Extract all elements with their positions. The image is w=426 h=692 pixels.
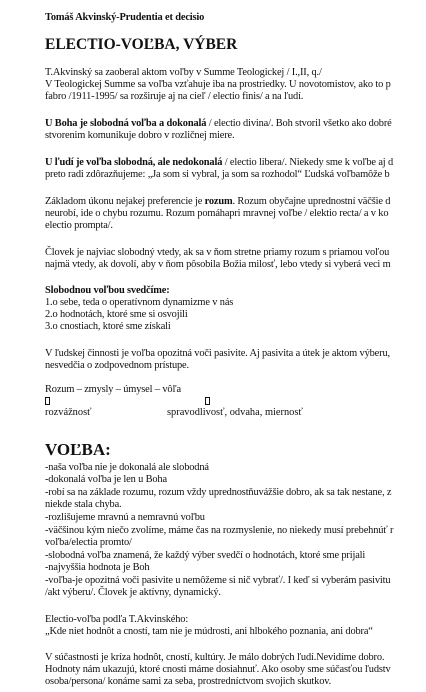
list-item: niekde stala chyba. xyxy=(45,499,122,510)
intro-line-1: T.Akvinský sa zaoberal aktom voľby v Summe Teologickej / I.,II, q./ xyxy=(45,67,322,78)
placeholder-glyph-icon xyxy=(205,397,210,405)
god-bold: U Boha je slobodná voľba a dokonalá xyxy=(45,118,207,129)
people-bold: U ľudí je voľba slobodná, ale nedokonalá xyxy=(45,157,223,168)
list-item: /akt výberu/. Človek je aktívny, dynamický. xyxy=(45,587,221,598)
quote-intro: Electio-voľba podľa T.Akvinského: xyxy=(45,614,189,625)
intro-line-2: V Teologickej Summe sa voľba vzťahuje iba na prostriedky. U novotomistov, ako to p xyxy=(45,79,391,90)
quote-text: „Kde niet hodnôt a cností, tam nie je múdrosti, ani hlbokého poznania, ani dobra“ xyxy=(45,626,373,637)
placeholder-glyph-icon xyxy=(45,397,50,405)
diagram-chain: Rozum – zmysly – úmysel – vôľa xyxy=(45,384,181,395)
freedom-line-2: najmä vtedy, ak dovolí, aby v ňom pôsobila Božia milosť, lebo vtedy si vyberá veci m xyxy=(45,259,391,270)
reason-bold: rozum xyxy=(204,196,233,207)
reason-line-1 xyxy=(45,196,390,208)
closing-line-2: Hodnoty nám ukazujú, ktoré cnosti máme dosiahnuť. Ako osoby sme súčasťou ľudstv xyxy=(45,664,391,675)
list-item: -robí sa na základe rozumu, rozum vždy uprednostňuvážšie dobro, ak sa tak nestane, z xyxy=(45,487,392,498)
closing-line-3: osoba/persona/ konáme sami za seba, prostredníctvom svojich skutkov. xyxy=(45,676,332,687)
intro-line-3: fabro /1911-1995/ sa rozširuje aj na cieľ / electio finis/ a na ľudí. xyxy=(45,91,304,102)
god-line-2: stvorenim komunikuje dobro v rozličnej miere. xyxy=(45,130,235,141)
people-line-2: preto radi zdôrazňujeme: „Ja som si vybral, ja som sa rozhodol“ Ľudská voľbamôže b xyxy=(45,169,390,180)
list-item: -voľba-je opozitná voči pasivite u nemôžeme si nič vybrať/. I keď si vyberám pasivitu xyxy=(45,575,391,586)
diagram-left-label: rozvážnosť xyxy=(45,407,92,418)
list-item: 2.o hodnotách, ktoré sme si osvojili xyxy=(45,309,188,320)
freedom-line-1: Človek je najviac slobodný vtedy, ak sa v ňom stretne priamy rozum s priamou voľou xyxy=(45,247,390,258)
list-item: -dokonalá voľba je len u Boha xyxy=(45,474,167,485)
list-item: -naša voľba nie je dokonalá ale slobodná xyxy=(45,462,209,473)
passivity-line-1: V ľudskej činnosti je voľba opozitná voči pasivite. Aj pasivita a útek je aktom výberu, xyxy=(45,348,390,359)
diagram-right-label: spravodlivosť, odvaha, miernosť xyxy=(167,407,303,418)
reason-prefix: Základom úkonu nejakej preferencie je xyxy=(45,196,205,207)
god-rest: / electio divina/. Boh stvoril všetko ako dobré xyxy=(206,118,392,129)
section-heading-volba: VOĽBA: xyxy=(45,440,111,459)
document-header: Tomáš Akvinský-Prudentia et decisio xyxy=(45,12,205,23)
passivity-line-2: nesvedčia o zodpovednom prístupe. xyxy=(45,360,189,371)
list-item: 3.o cnostiach, ktoré sme získali xyxy=(45,321,171,332)
list-item: 1.o sebe, teda o operatívnom dynamizme v nás xyxy=(45,297,234,308)
list-item: -najvyššia hodnota je Boh xyxy=(45,562,150,573)
list-item: voľba/electia promto/ xyxy=(45,537,132,548)
list-item: -rozlišujeme mravnú a nemravnú voľbu xyxy=(45,512,205,523)
people-line-1 xyxy=(45,157,393,169)
people-rest: / electio libera/. Niekedy sme k voľbe aj d xyxy=(222,157,394,168)
list-item: -slobodná voľba znamená, že každý výber svedčí o hodnotách, ktoré sme prijali xyxy=(45,550,366,561)
reason-rest: . Rozum obyčajne uprednostní väčšie d xyxy=(232,196,391,207)
god-line-1 xyxy=(45,118,392,130)
reason-line-2: neurobí, ide o chybu rozumu. Rozum pomáhapri mravnej voľbe / elektio recta/ a v ko xyxy=(45,208,389,219)
page-title: ELECTIO-VOĽBA, VÝBER xyxy=(45,36,238,53)
closing-line-1: V súčastnosti je kríza hodnôt, cností, kultúry. Je málo dobrých ľudí.Nevidíme dobro. xyxy=(45,652,385,663)
list-item: -väčšinou kým niečo zvolíme, máme čas na rozmyslenie, no niekedy musí prebehnúť r xyxy=(45,525,394,536)
reason-line-3: electio prompta/. xyxy=(45,220,113,231)
testimony-heading: Slobodnou voľbou svedčíme: xyxy=(45,285,170,296)
